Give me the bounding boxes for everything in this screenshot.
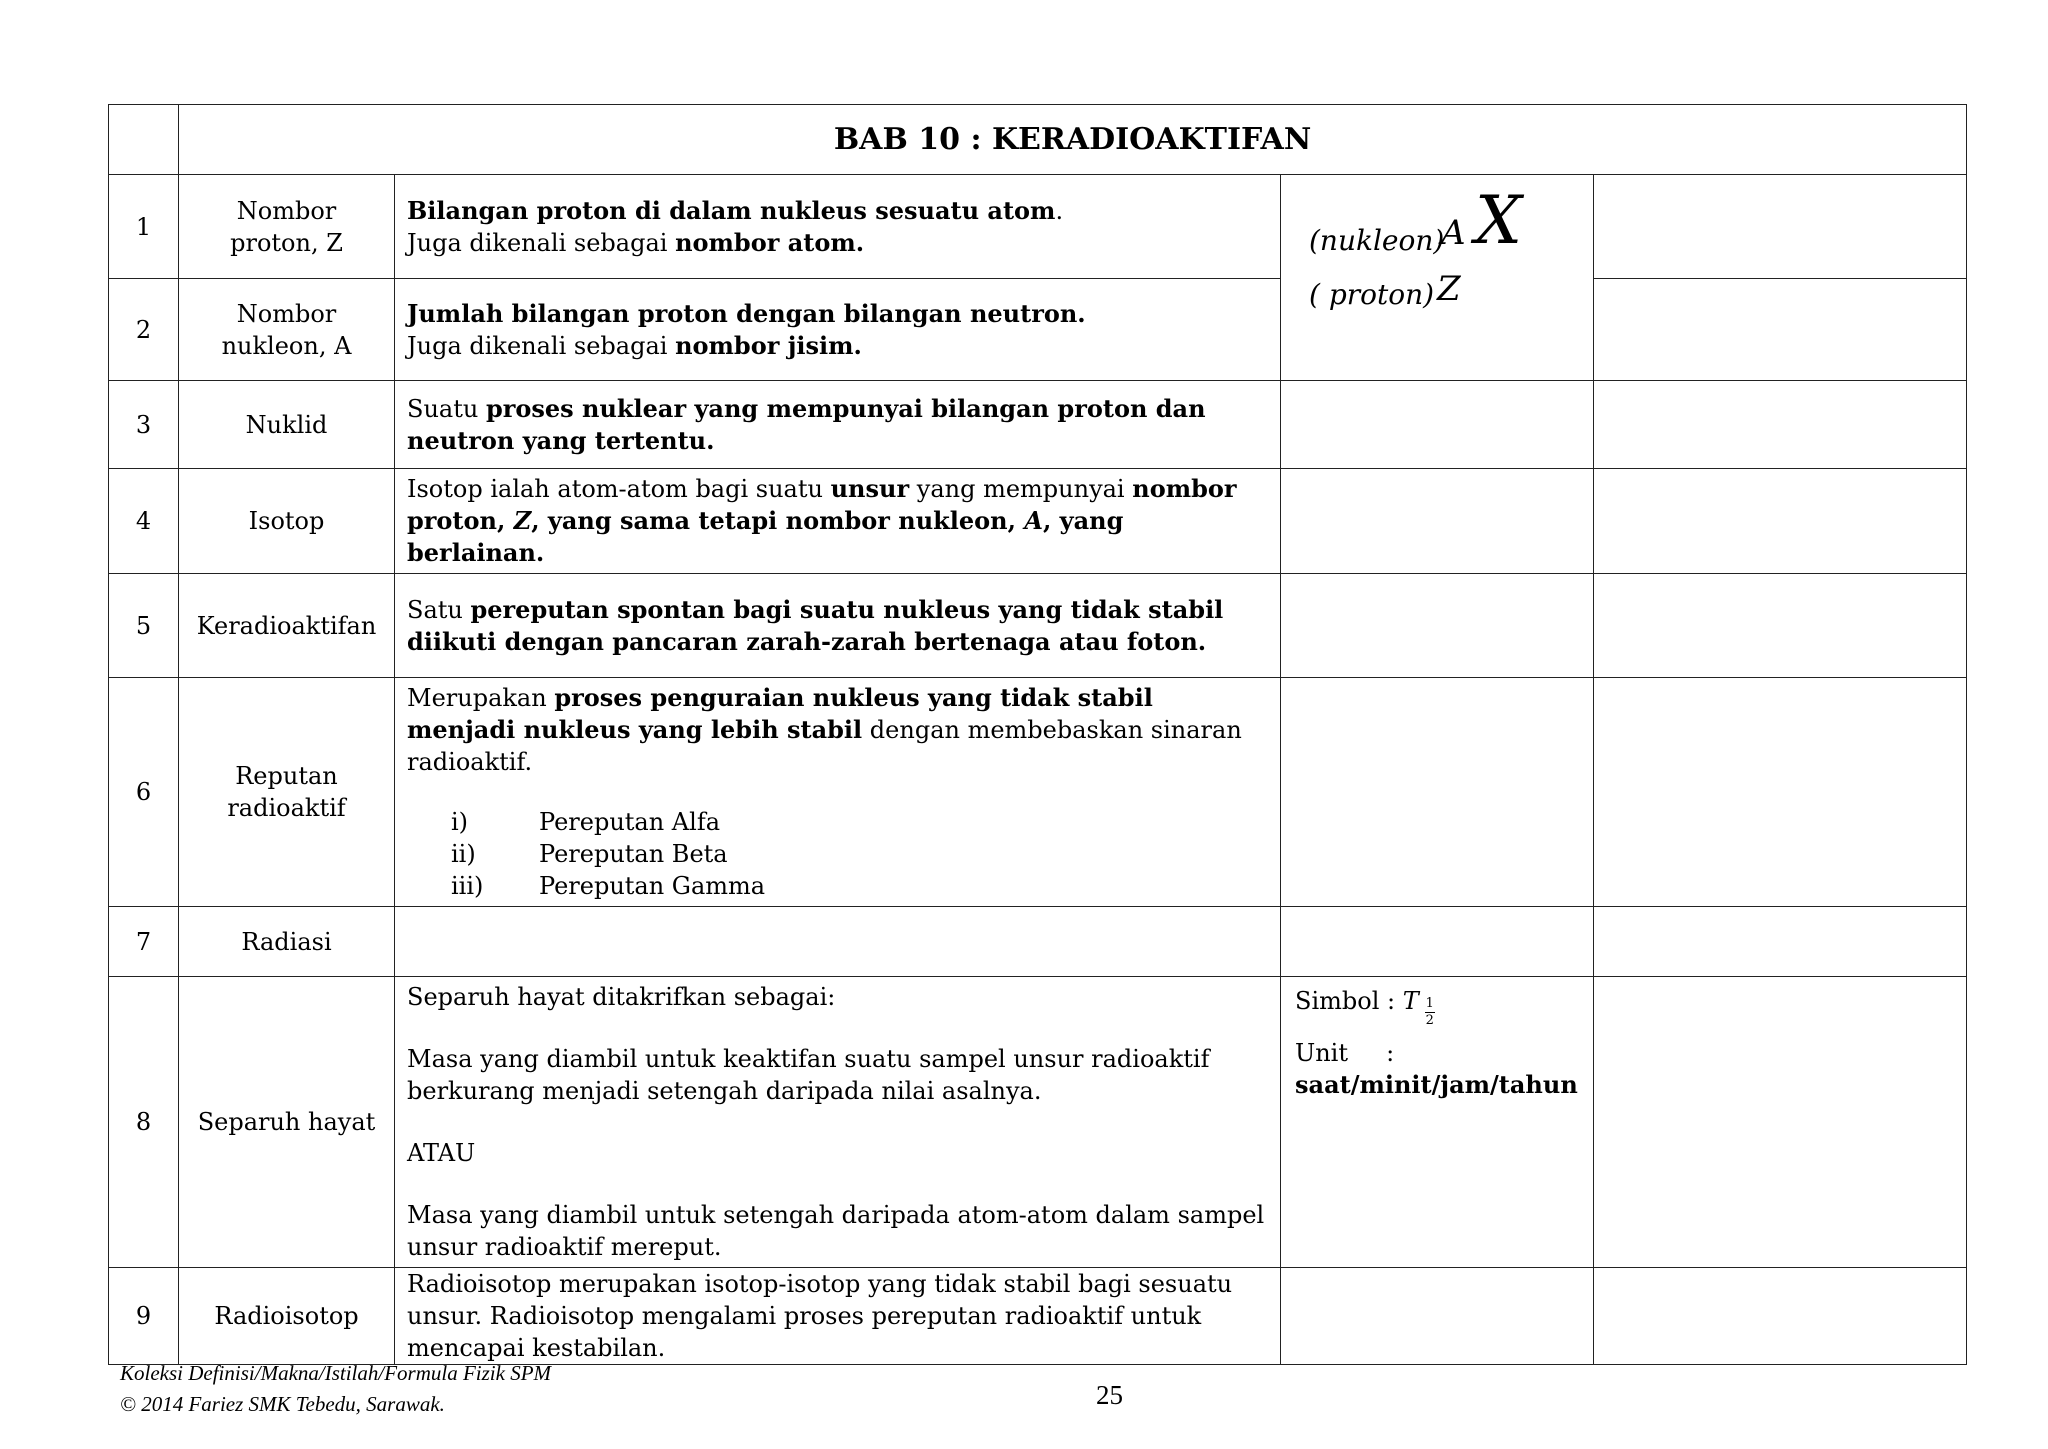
half-life-symbol-cell bbox=[1281, 977, 1594, 1268]
table-row bbox=[109, 907, 1967, 977]
nukleon-label: (nukleon) bbox=[1309, 224, 1445, 257]
nuclide-notation-cell bbox=[1281, 175, 1594, 381]
row-definition: Radioisotop merupakan isotop-isotop yang tidak stabil bagi sesuatu unsur. Radioisotop mengalami proses pereputan radioaktif untuk mencapai kestabilan. bbox=[395, 1268, 1281, 1365]
row-number: 6 bbox=[109, 678, 179, 907]
page-number: 25 bbox=[1096, 1380, 1123, 1410]
nuclide-notation bbox=[1281, 182, 1581, 319]
definitions-table bbox=[108, 104, 1967, 1365]
table-row bbox=[109, 977, 1967, 1268]
table-row bbox=[109, 279, 1967, 381]
row-number: 5 bbox=[109, 574, 179, 678]
footer-copyright: © 2014 Fariez SMK Tebedu, Sarawak. bbox=[120, 1392, 445, 1416]
row-number: 8 bbox=[109, 977, 179, 1268]
row-term: Reputan radioaktif bbox=[179, 678, 395, 907]
footer bbox=[120, 1358, 551, 1420]
table-header-row bbox=[109, 105, 1967, 175]
half-life-symbol: T 1 2 bbox=[1402, 987, 1434, 1028]
row-term: Nuklid bbox=[179, 381, 395, 469]
table-row bbox=[109, 381, 1967, 469]
row-term: Radiasi bbox=[179, 907, 395, 977]
row-number: 9 bbox=[109, 1268, 179, 1365]
unit-label: Unit : bbox=[1295, 1039, 1395, 1067]
row-term: Nombor nukleon, A bbox=[179, 279, 395, 381]
table-row bbox=[109, 678, 1967, 907]
row-definition: Separuh hayat ditakrifkan sebagai: Masa yang diambil untuk keaktifan suatu sampel unsur radioaktif berkurang menjadi setengah daripada nilai asalnya. ATAU Masa yang diambil untuk setengah daripada atom-atom dalam sampel unsur radioaktif mereput. bbox=[395, 977, 1281, 1268]
row-term: Separuh hayat bbox=[179, 977, 395, 1268]
row-term: Isotop bbox=[179, 469, 395, 574]
row-number: 7 bbox=[109, 907, 179, 977]
footer-collection-title: Koleksi Definisi/Makna/Istilah/Formula Fizik SPM bbox=[120, 1361, 552, 1385]
table-row bbox=[109, 1268, 1967, 1365]
row-term: Nombor proton, Z bbox=[179, 175, 395, 279]
row-number: 1 bbox=[109, 175, 179, 279]
table-row bbox=[109, 469, 1967, 574]
row-definition: Isotop ialah atom-atom bagi suatu unsur yang mempunyai nombor proton, Z, yang sama tetapi nombor nukleon, A, yang berlainan. bbox=[395, 469, 1281, 574]
row-definition bbox=[395, 907, 1281, 977]
table-row bbox=[109, 175, 1967, 279]
symbol-label: Simbol : bbox=[1295, 987, 1403, 1015]
chapter-title: BAB 10 : KERADIOAKTIFAN bbox=[179, 105, 1967, 175]
list-item: ii) Pereputan Beta bbox=[451, 840, 728, 868]
table-row bbox=[109, 574, 1967, 678]
row-definition: Satu pereputan spontan bagi suatu nukleus yang tidak stabil diikuti dengan pancaran zarah-zarah bertenaga atau foton. bbox=[395, 574, 1281, 678]
row-definition: Jumlah bilangan proton dengan bilangan neutron. Juga dikenali sebagai nombor jisim. bbox=[395, 279, 1281, 381]
unit-value: saat/minit/jam/tahun bbox=[1295, 1070, 1578, 1099]
row-term: Radioisotop bbox=[179, 1268, 395, 1365]
element-symbol: X bbox=[1475, 182, 1522, 259]
row-definition: Merupakan proses penguraian nukleus yang tidak stabil menjadi nukleus yang lebih stabil dengan membebaskan sinaran radioaktif. i) Pereputan Alfa ii) Pereputan Beta iii) Pereputan Gamma bbox=[395, 678, 1281, 907]
list-item: iii) Pereputan Gamma bbox=[451, 872, 766, 900]
row-definition: Suatu proses nuklear yang mempunyai bilangan proton dan neutron yang tertentu. bbox=[395, 381, 1281, 469]
decay-type-list bbox=[407, 806, 1268, 902]
atomic-number-symbol: Z bbox=[1437, 269, 1461, 309]
row-number: 2 bbox=[109, 279, 179, 381]
row-number: 3 bbox=[109, 381, 179, 469]
row-number: 4 bbox=[109, 469, 179, 574]
list-item: i) Pereputan Alfa bbox=[451, 808, 721, 836]
proton-label: ( proton) bbox=[1309, 278, 1435, 311]
row-term: Keradioaktifan bbox=[179, 574, 395, 678]
mass-number-symbol: A bbox=[1441, 213, 1466, 253]
row-definition: Bilangan proton di dalam nukleus sesuatu atom. Juga dikenali sebagai nombor atom. bbox=[395, 175, 1281, 279]
